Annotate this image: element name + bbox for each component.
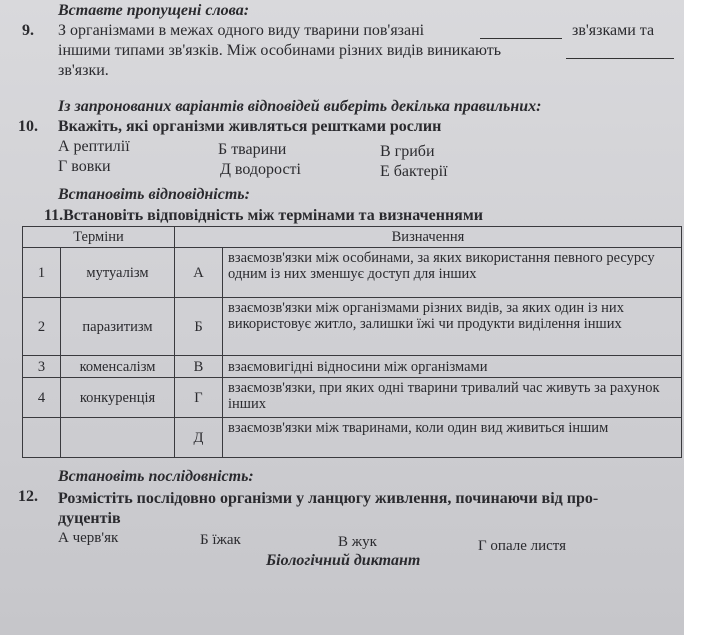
- letter-cell: В: [175, 356, 223, 378]
- q9-line2: іншими типами зв'язків. Між особинами різних видів виникають: [58, 42, 502, 59]
- table-row: [23, 248, 682, 298]
- q12-option-g[interactable]: Г опале листя: [478, 538, 567, 554]
- order-heading: Встановіть послідовність:: [58, 468, 254, 485]
- table-row: [23, 418, 682, 458]
- q10-number: 10.: [18, 118, 38, 135]
- definition-cell: взаємозв'язки, при яких одні тварини тривалий час живуть за рахунок інших: [223, 378, 682, 418]
- letter-cell: А: [175, 248, 223, 298]
- q10-option-e[interactable]: Е бактерії: [380, 163, 448, 180]
- match-table: [22, 226, 682, 458]
- definition-cell: взаємозв'язки між організмами різних видів, за яких один із них використовує житло, залишки їжі чи продукти виділення інших: [223, 298, 682, 356]
- row-number: 4: [23, 378, 61, 418]
- q11-question: 11.Встановіть відповідність між термінами та визначеннями: [44, 207, 483, 224]
- match-table-header: [23, 227, 682, 248]
- defs-header: Визначення: [175, 227, 682, 248]
- definition-cell: взаємозв'язки між особинами, за яких використання певного ресурсу одним із них зменшує доступ для інших: [223, 248, 682, 298]
- q10-option-d[interactable]: Д водорості: [220, 161, 301, 178]
- terms-header: Терміни: [23, 227, 175, 248]
- table-row: [23, 298, 682, 356]
- fill-heading: Вставте пропущені слова:: [58, 2, 250, 19]
- term-cell: [61, 418, 175, 458]
- row-number: [23, 418, 61, 458]
- q12-option-b[interactable]: Б їжак: [200, 532, 241, 548]
- q10-option-g[interactable]: Г вовки: [58, 158, 111, 175]
- q12-number: 12.: [18, 488, 38, 505]
- q9-number: 9.: [22, 22, 34, 39]
- row-number: 3: [23, 356, 61, 378]
- q9-line1b: зв'язками та: [572, 22, 655, 39]
- q9-blank-2[interactable]: [566, 58, 674, 59]
- footer-title: Біологічний диктант: [266, 552, 421, 569]
- q10-question: Вкажіть, які організми живляться рештками рослин: [58, 118, 442, 135]
- q9-line3: зв'язки.: [58, 62, 109, 79]
- term-cell: мутуалізм: [61, 248, 175, 298]
- row-number: 2: [23, 298, 61, 356]
- row-number: 1: [23, 248, 61, 298]
- q12-option-v[interactable]: В жук: [338, 534, 377, 550]
- q10-option-a[interactable]: А рептилії: [58, 138, 130, 155]
- table-row: [23, 378, 682, 418]
- q10-option-b[interactable]: Б тварини: [218, 141, 287, 158]
- table-row: [23, 356, 682, 378]
- letter-cell: Б: [175, 298, 223, 356]
- q12-question-line2: дуцентів: [58, 510, 121, 527]
- q10-option-v[interactable]: В гриби: [380, 143, 435, 160]
- choose-heading: Із запронованих варіантів відповідей виберіть декілька правильних:: [58, 98, 542, 115]
- match-heading: Встановіть відповідність:: [58, 186, 250, 203]
- term-cell: паразитизм: [61, 298, 175, 356]
- term-cell: конкуренція: [61, 378, 175, 418]
- q9-line1a: З організмами в межах одного виду тварини пов'язані: [58, 22, 425, 39]
- letter-cell: Д: [175, 418, 223, 458]
- q12-question-line1: Розмістіть послідовно організми у ланцюгу живлення, починаючи від про-: [58, 490, 599, 507]
- term-cell: коменсалізм: [61, 356, 175, 378]
- letter-cell: Г: [175, 378, 223, 418]
- q9-blank-1[interactable]: [480, 38, 562, 39]
- q12-option-a[interactable]: А черв'як: [58, 530, 119, 546]
- definition-cell: взаємозв'язки між тваринами, коли один вид живиться іншим: [223, 418, 682, 458]
- definition-cell: взаємовигідні відносини між організмами: [223, 356, 682, 378]
